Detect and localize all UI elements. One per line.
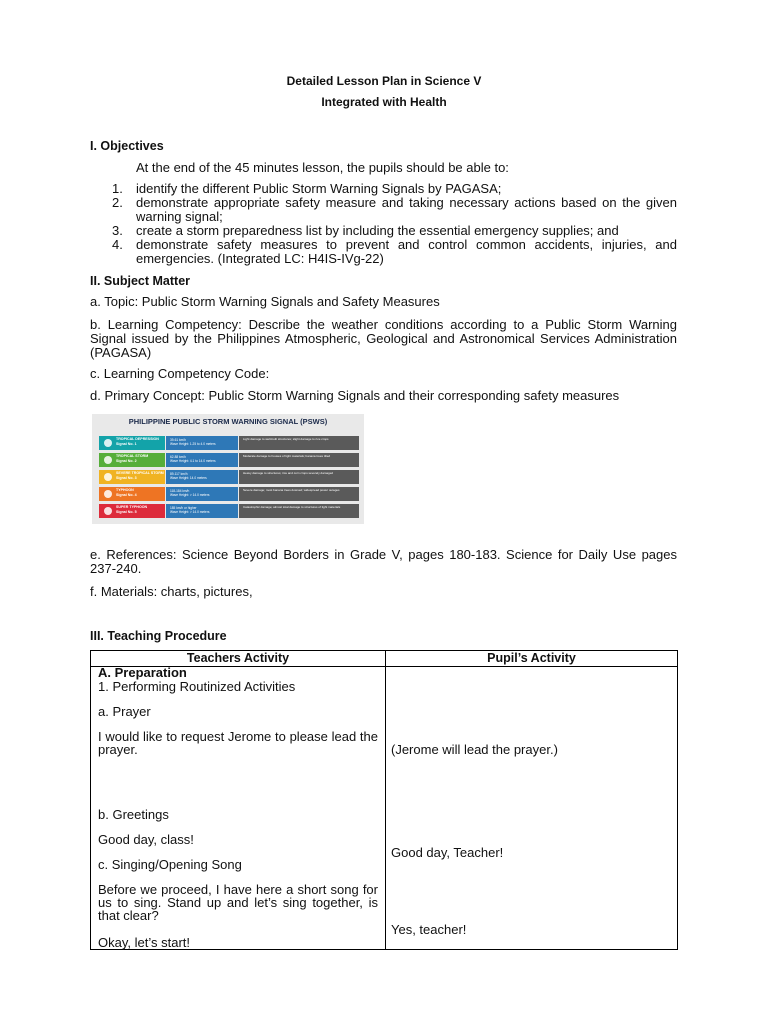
storm-icon — [104, 456, 112, 464]
storm-icon — [104, 439, 112, 447]
psws-wind-cell: 39-61 km/h Wave Height: 1.25 to 4.0 meters — [166, 436, 238, 450]
psws-row — [99, 504, 359, 518]
psws-wind-cell: 89-117 km/h Wave Height: 14.0 meters — [166, 470, 238, 484]
psws-row — [99, 470, 359, 484]
routine-label: 1. Performing Routinized Activities — [98, 679, 296, 694]
psws-row — [99, 487, 359, 501]
psws-row — [99, 436, 359, 450]
psws-row — [99, 453, 359, 467]
column-divider — [385, 651, 386, 949]
psws-category-cell: TROPICAL STORM Signal No. 2 — [99, 453, 165, 467]
teaching-table — [90, 650, 678, 950]
references: e. References: Science Beyond Borders in Grade V, pages 180-183. Science for Daily Use pages 237-240. — [90, 547, 677, 576]
greetings-label: b. Greetings — [98, 807, 169, 822]
storm-icon — [104, 473, 112, 481]
psws-chart-title: PHILIPPINE PUBLIC STORM WARNING SIGNAL (PSWS) — [128, 417, 328, 426]
list-item: 3. create a storm preparedness list by including the essential emergency supplies; and — [112, 223, 619, 238]
psws-impact-cell: Severe damage; most banana trees downed; widespread power outages — [239, 487, 359, 501]
psws-wind-cell: 62-88 km/h Wave Height: 4.1 to 14.0 meters — [166, 453, 238, 467]
objectives-list — [112, 182, 677, 266]
primary-concept: d. Primary Concept: Public Storm Warning Signals and their corresponding safety measures — [90, 388, 620, 403]
prayer-response: (Jerome will lead the prayer.) — [391, 742, 558, 757]
start-line: Okay, let’s start! — [98, 935, 190, 950]
song-response: Yes, teacher! — [391, 922, 467, 937]
psws-category-cell: SUPER TYPHOON Signal No. 5 — [99, 504, 165, 518]
objectives-heading: I. Objectives — [90, 139, 164, 153]
psws-impact-cell: Catastrophic damage; almost total damage to structures of light materials — [239, 504, 359, 518]
pupils-activity-header: Pupil’s Activity — [487, 651, 576, 665]
psws-impact-cell: Light damage to well-built structures; slight damage to rice crops — [239, 436, 359, 450]
objectives-intro: At the end of the 45 minutes lesson, the pupils should be able to: — [136, 160, 509, 175]
psws-category-cell: SEVERE TROPICAL STORM Signal No. 3 — [99, 470, 165, 484]
list-item: 2. demonstrate appropriate safety measure and taking necessary actions based on the given warning signal; — [112, 195, 677, 224]
psws-category-cell: TROPICAL DEPRESSION Signal No. 1 — [99, 436, 165, 450]
prayer-label: a. Prayer — [98, 704, 151, 719]
teachers-activity-header: Teachers Activity — [186, 651, 290, 665]
teaching-heading: III. Teaching Procedure — [90, 629, 227, 643]
subject-matter-heading: II. Subject Matter — [90, 274, 191, 288]
storm-icon — [104, 507, 112, 515]
preparation-label: A. Preparation — [98, 665, 187, 680]
song-intro: Before we proceed, I have here a short song for us to sing. Stand up and let’s sing together, is that clear? — [98, 882, 378, 923]
greet-response: Good day, Teacher! — [391, 845, 504, 860]
prayer-request: I would like to request Jerome to please lead the prayer. — [98, 729, 378, 757]
psws-chart-image — [92, 414, 364, 524]
psws-wind-cell: 118-184 km/h Wave Height: > 14.0 meters — [166, 487, 238, 501]
list-item: 1. identify the different Public Storm Warning Signals by PAGASA; — [112, 181, 502, 196]
psws-impact-cell: Heavy damage to structures; rice and corn crops severely damaged — [239, 470, 359, 484]
list-item: 4. demonstrate safety measures to prevent and control common accidents, injuries, and emergencies. (Integrated LC: H4IS-IVg-22) — [112, 237, 677, 266]
psws-category-cell: TYPHOON Signal No. 4 — [99, 487, 165, 501]
document-subtitle: Integrated with Health — [321, 95, 447, 109]
learning-competency: b. Learning Competency: Describe the weather conditions according to a Public Storm Warning Signal issued by the Philippines Atmospheric, Geological and Astronomical Services Administration (PAGASA) — [90, 317, 677, 360]
greet-teacher: Good day, class! — [98, 832, 194, 847]
psws-impact-cell: Moderate damage to houses of light materials; banana trees tilted — [239, 453, 359, 467]
psws-wind-cell: 185 km/h or higher Wave Height: > 14.0 meters — [166, 504, 238, 518]
materials: f. Materials: charts, pictures, — [90, 584, 253, 599]
topic-line: a. Topic: Public Storm Warning Signals and Safety Measures — [90, 294, 440, 309]
competency-code: c. Learning Competency Code: — [90, 366, 270, 381]
singing-label: c. Singing/Opening Song — [98, 857, 242, 872]
storm-icon — [104, 490, 112, 498]
document-title: Detailed Lesson Plan in Science V — [286, 74, 482, 88]
